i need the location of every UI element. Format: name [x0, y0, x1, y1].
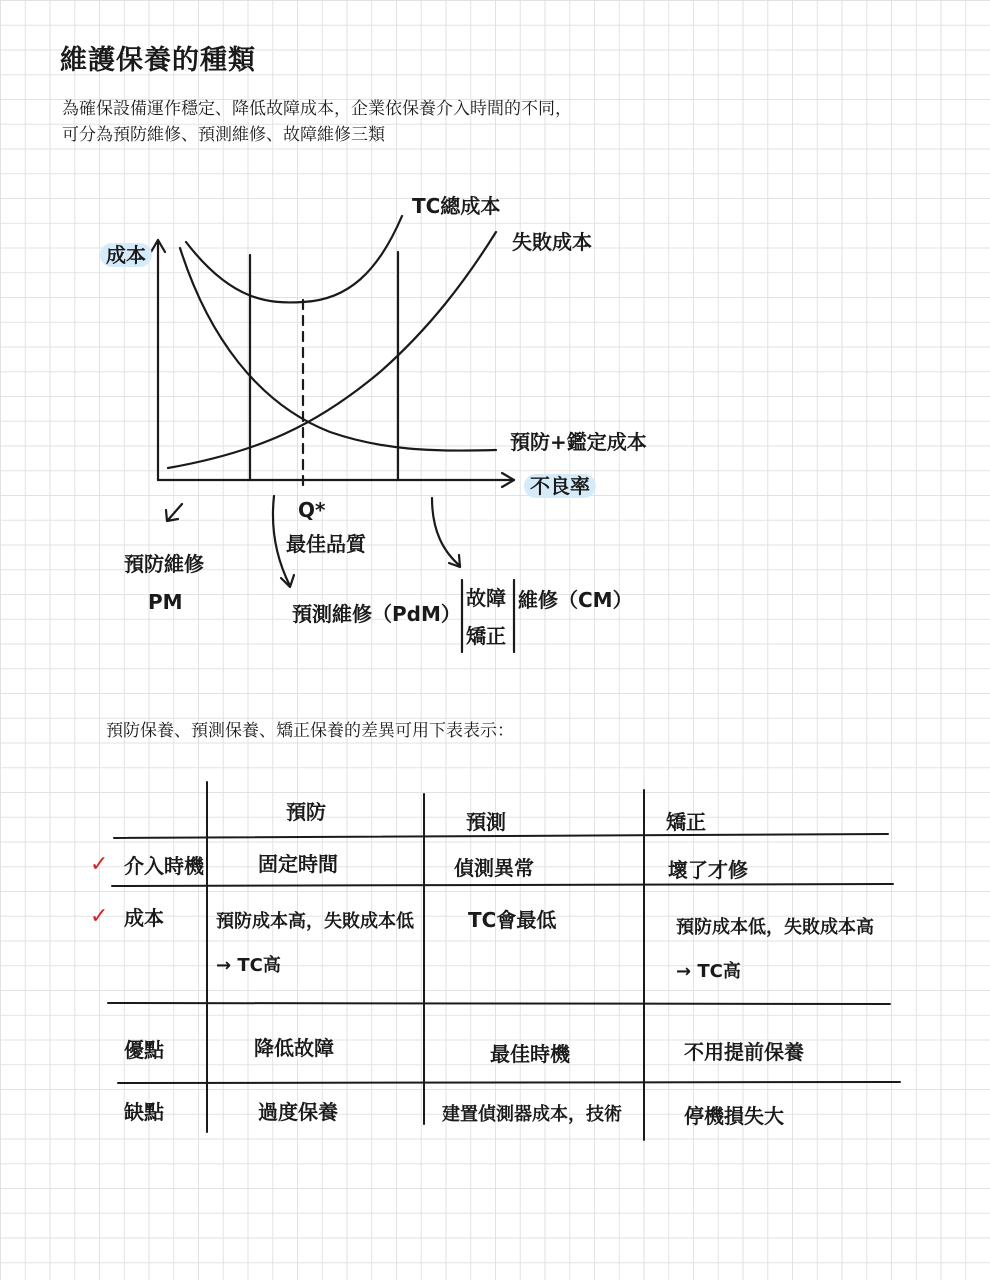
- cell-timing-preventive: 固定時間: [258, 852, 338, 876]
- table-row-line-2: [112, 884, 893, 886]
- cell-cons-predictive: 建置偵測器成本，技術: [442, 1104, 622, 1125]
- cell-cost-predictive: TC會最低: [468, 908, 557, 932]
- optimum-q-label: Q*: [298, 498, 326, 522]
- check-mark-timing: ✓: [90, 852, 109, 877]
- prevention-cost-label: 預防+鑑定成本: [510, 430, 647, 454]
- cell-pros-predictive: 最佳時機: [490, 1042, 570, 1066]
- optimum-quality-label: 最佳品質: [286, 532, 366, 556]
- cell-pros-corrective: 不用提前保養: [684, 1040, 804, 1064]
- col-header-preventive: 預防: [286, 800, 326, 824]
- cm-label-correct: 矯正: [466, 624, 506, 648]
- table-caption: 預防保養、預測保養、矯正保養的差異可用下表表示：: [106, 721, 514, 741]
- total-cost-label: TC總成本: [412, 194, 501, 218]
- cell-timing-corrective: 壞了才修: [668, 858, 748, 882]
- pm-region-label: 預防維修: [124, 552, 204, 576]
- cell-timing-predictive: 偵測異常: [454, 856, 534, 880]
- x-axis-label: 不良率: [524, 470, 596, 499]
- col-header-predictive: 預測: [466, 810, 506, 834]
- row-label-cons: 缺點: [124, 1100, 164, 1124]
- cell-cost-corrective: 預防成本低，失敗成本高 → TC高: [676, 917, 874, 982]
- cell-cons-corrective: 停機損失大: [684, 1104, 784, 1128]
- y-axis-label: 成本: [100, 239, 152, 268]
- cm-label-fault: 故障: [466, 586, 506, 610]
- col-header-corrective: 矯正: [666, 810, 706, 834]
- cm-region-label: 維修（CM）: [518, 588, 633, 612]
- intro-line-1: 為確保設備運作穩定、降低故障成本，企業依保養介入時間的不同，: [62, 99, 572, 119]
- intro-line-2: 可分為預防維修、預測維修、故障維修三類: [62, 125, 385, 145]
- cell-cons-preventive: 過度保養: [258, 1100, 338, 1124]
- pm-abbr-label: PM: [148, 590, 183, 614]
- row-label-pros: 優點: [124, 1038, 164, 1062]
- row-label-cost: 成本: [124, 906, 164, 930]
- check-mark-cost: ✓: [90, 904, 109, 929]
- page-title: 維護保養的種類: [60, 45, 256, 76]
- row-label-timing: 介入時機: [124, 854, 204, 878]
- cell-cost-preventive: 預防成本高，失敗成本低 → TC高: [216, 911, 414, 976]
- cell-pros-preventive: 降低故障: [254, 1036, 334, 1060]
- table-row-line-4: [118, 1082, 900, 1083]
- table-row-line-3: [108, 1003, 890, 1004]
- pdm-region-label: 預測維修（PdM）: [292, 602, 461, 626]
- failure-cost-label: 失敗成本: [512, 230, 592, 254]
